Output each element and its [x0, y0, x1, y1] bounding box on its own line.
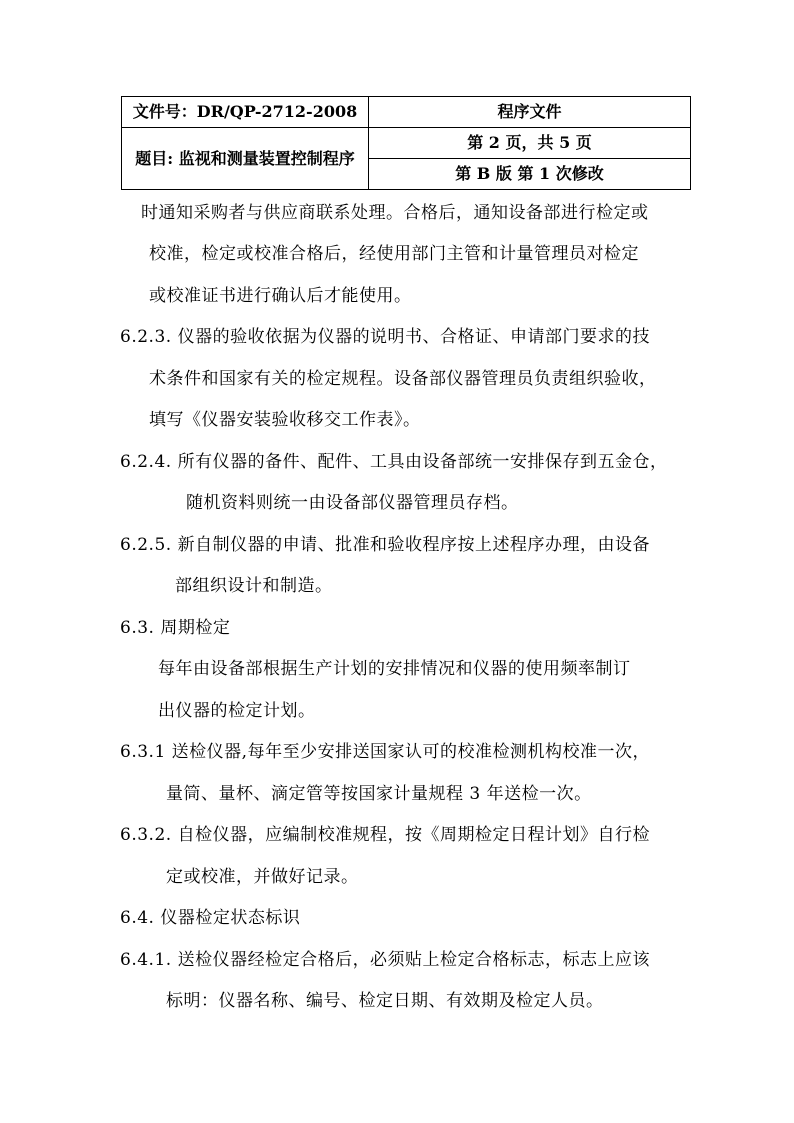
document-header-table [121, 96, 691, 190]
text-line: 部组织设计和制造。 [175, 576, 333, 596]
text-line: 时通知采购者与供应商联系处理。合格后，通知设备部进行检定或 [141, 203, 649, 223]
text-line: 术条件和国家有关的检定规程。设备部仪器管理员负责组织验收， [149, 369, 657, 389]
page-number: 第 2 页，共 5 页 [369, 128, 691, 159]
text-line: 6.3.2. 自检仪器，应编制校准规程，按《周期检定日程计划》自行检 [120, 825, 651, 845]
doc-type: 程序文件 [369, 97, 691, 128]
text-line: 随机资料则统一由设备部仪器管理员存档。 [186, 493, 519, 513]
text-line: 定或校准，并做好记录。 [166, 867, 359, 887]
doc-number: 文件号：DR/QP-2712-2008 [122, 97, 369, 128]
text-line: 量筒、量杯、滴定管等按国家计量规程 3 年送检一次。 [166, 784, 592, 804]
doc-title: 题目: 监视和测量装置控制程序 [122, 128, 369, 190]
section-heading: 6.4. 仪器检定状态标识 [120, 908, 301, 928]
section-heading: 6.3. 周期检定 [120, 618, 231, 638]
text-line: 6.4.1. 送检仪器经检定合格后，必须贴上检定合格标志，标志上应该 [120, 950, 651, 970]
text-line: 6.2.4. 所有仪器的备件、配件、工具由设备部统一安排保存到五金仓， [120, 452, 668, 472]
version-info: 第 B 版 第 1 次修改 [369, 159, 691, 190]
text-line: 6.2.3. 仪器的验收依据为仪器的说明书、合格证、申请部门要求的技 [120, 327, 651, 347]
text-line: 或校准证书进行确认后才能使用。 [149, 286, 412, 306]
text-line: 出仪器的检定计划。 [158, 701, 316, 721]
text-line: 标明：仪器名称、编号、检定日期、有效期及检定人员。 [166, 991, 604, 1011]
text-line: 校准，检定或校准合格后，经使用部门主管和计量管理员对检定 [149, 244, 639, 264]
text-line: 每年由设备部根据生产计划的安排情况和仪器的使用频率制订 [158, 659, 631, 679]
text-line: 6.3.1 送检仪器,每年至少安排送国家认可的校准检测机构校准一次， [120, 742, 651, 762]
text-line: 填写《仪器安装验收移交工作表》。 [149, 410, 421, 430]
text-line: 6.2.5. 新自制仪器的申请、批准和验收程序按上述程序办理，由设备 [120, 535, 651, 555]
